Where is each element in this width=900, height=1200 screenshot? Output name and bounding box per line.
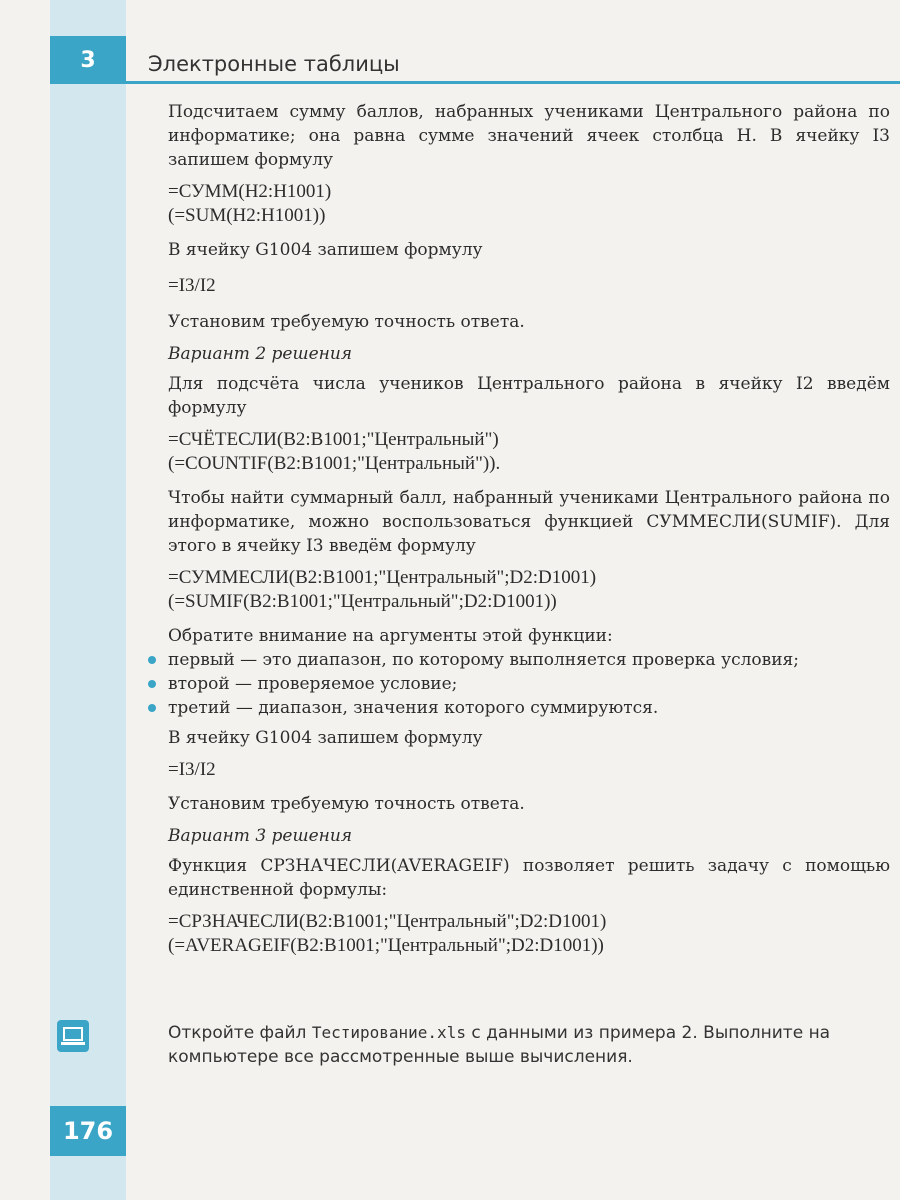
paragraph: В ячейку G1004 запишем формулу xyxy=(168,240,483,260)
page-number: 176 xyxy=(50,1106,126,1156)
paragraph: Установим требуемую точность ответа. xyxy=(168,794,525,814)
header-rule xyxy=(126,81,900,84)
list-item: первый — это диапазон, по которому выполняется проверка условия; xyxy=(168,648,890,672)
page-content xyxy=(168,100,890,958)
chapter-number: 3 xyxy=(50,36,126,84)
paragraph: Установим требуемую точность ответа. xyxy=(168,312,525,332)
formula: (=SUMIF(B2:B1001;"Центральный";D2:D1001)) xyxy=(168,591,557,612)
formula: =СУММ(H2:H1001) xyxy=(168,181,332,202)
list-item: второй — проверяемое условие; xyxy=(168,672,890,696)
formula: =СУММЕСЛИ(B2:B1001;"Центральный";D2:D1001) xyxy=(168,567,597,588)
variant-heading: Вариант 3 решения xyxy=(168,826,353,846)
formula: =I3/I2 xyxy=(168,275,216,296)
formula: (=COUNTIF(B2:B1001;"Центральный")). xyxy=(168,453,501,474)
task-text: Откройте файл xyxy=(168,1023,312,1043)
paragraph: Подсчитаем сумму баллов, набранных учениками Центрального района по информатике; она равна сумме значений ячеек столбца H. В ячейку I3 запишем формулу xyxy=(168,102,890,170)
computer-icon xyxy=(57,1020,89,1052)
task-text: с данными из примера 2. Выполните на компьютере все рассмотренные выше вычисления. xyxy=(168,1023,831,1067)
formula: (=SUM(H2:H1001)) xyxy=(168,205,326,226)
paragraph: Функция СРЗНАЧЕСЛИ(AVERAGEIF) позволяет решить задачу с помощью единственной формулы: xyxy=(168,856,890,900)
paragraph: В ячейку G1004 запишем формулу xyxy=(168,728,483,748)
chapter-title: Электронные таблицы xyxy=(148,52,400,76)
paragraph: Для подсчёта числа учеников Центрального района в ячейку I2 введём формулу xyxy=(168,374,890,418)
formula: =I3/I2 xyxy=(168,759,216,780)
paragraph: Чтобы найти суммарный балл, набранный учениками Центрального района по информатике, можно воспользоваться функцией СУММЕСЛИ(SUMIF). Для этого в ячейку I3 введём формулу xyxy=(168,488,890,556)
list-item: третий — диапазон, значения которого суммируются. xyxy=(168,696,890,720)
filename: Тестирование.xls xyxy=(311,1023,466,1042)
variant-heading: Вариант 2 решения xyxy=(168,344,353,364)
formula: (=AVERAGEIF(B2:B1001;"Центральный";D2:D1001)) xyxy=(168,935,604,956)
paragraph: Обратите внимание на аргументы этой функции: xyxy=(168,626,613,646)
argument-list xyxy=(168,648,890,720)
computer-task xyxy=(168,1021,890,1069)
formula: =СЧЁТЕСЛИ(B2:B1001;"Центральный") xyxy=(168,429,499,450)
formula: =СРЗНАЧЕСЛИ(B2:B1001;"Центральный";D2:D1001) xyxy=(168,911,607,932)
